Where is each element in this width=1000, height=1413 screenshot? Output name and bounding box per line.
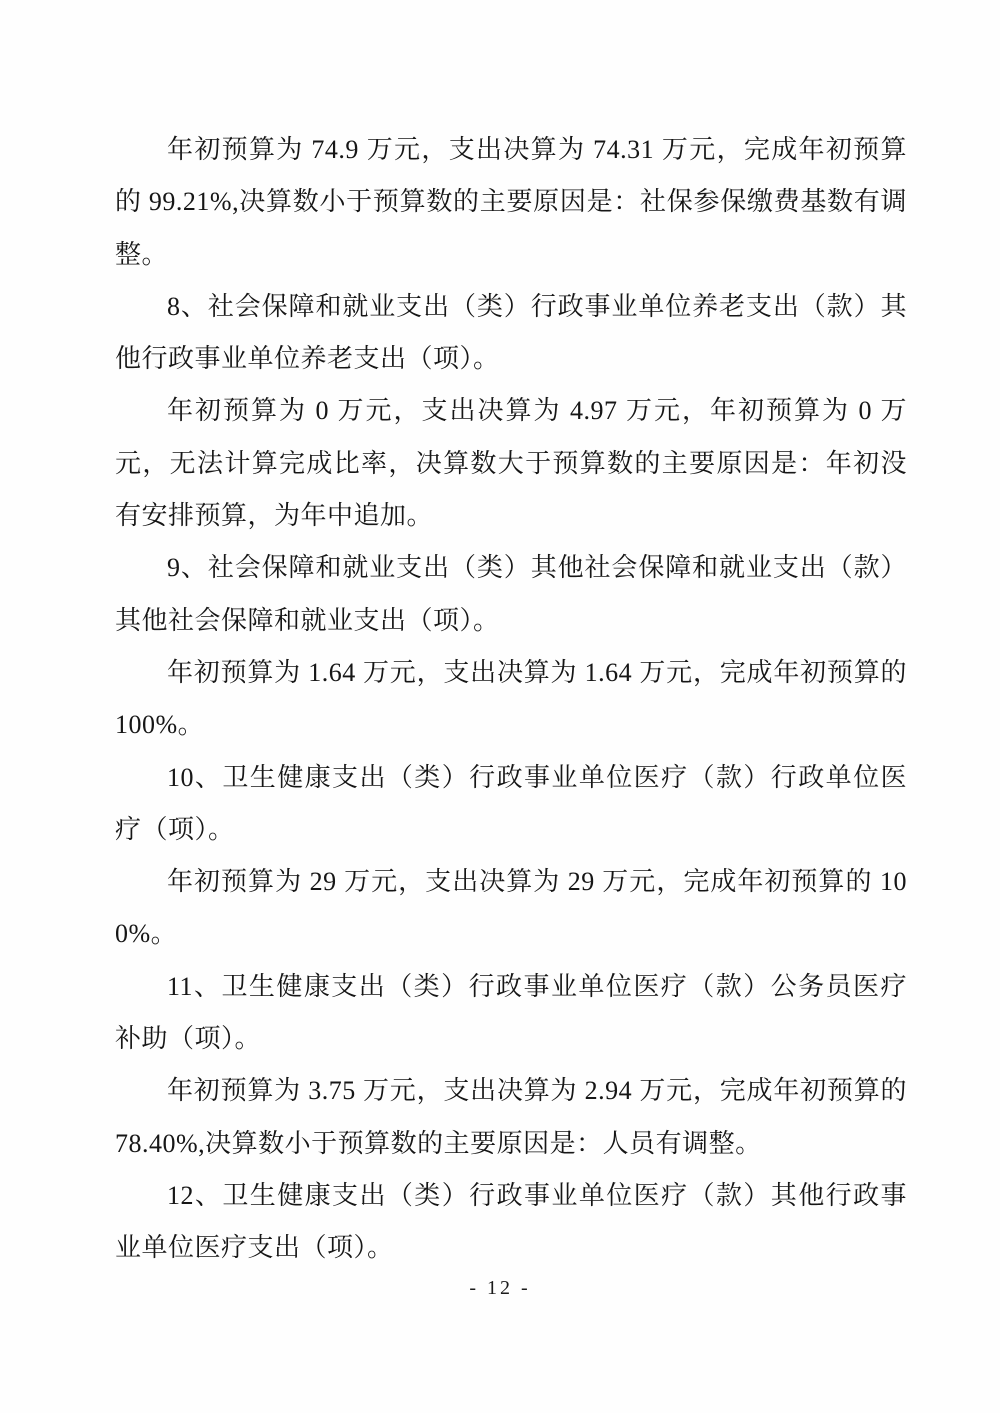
- paragraph: 年初预算为 3.75 万元，支出决算为 2.94 万元，完成年初预算的 78.40%,决算数小于预算数的主要原因是：人员有调整。: [115, 1076, 907, 1158]
- paragraph: 年初预算为 1.64 万元，支出决算为 1.64 万元，完成年初预算的 100%。: [115, 657, 907, 740]
- document-body: [115, 124, 907, 1275]
- paragraph: 11、卫生健康支出（类）行政事业单位医疗（款）公务员医疗补助（项）。: [115, 971, 907, 1054]
- paragraph: 8、社会保障和就业支出（类）行政事业单位养老支出（款）其他行政事业单位养老支出（项）。: [115, 291, 907, 374]
- paragraph: 年初预算为 74.9 万元，支出决算为 74.31 万元，完成年初预算的 99.21%,决算数小于预算数的主要原因是：社保参保缴费基数有调整。: [115, 135, 907, 269]
- paragraph: 9、社会保障和就业支出（类）其他社会保障和就业支出（款）其他社会保障和就业支出（项）。: [115, 553, 907, 635]
- paragraph: 12、卫生健康支出（类）行政事业单位医疗（款）其他行政事业单位医疗支出（项）。: [115, 1180, 907, 1263]
- paragraph: 年初预算为 29 万元，支出决算为 29 万元，完成年初预算的 100%。: [115, 867, 907, 949]
- page-number: - 12 -: [469, 1277, 531, 1299]
- paragraph: 10、卫生健康支出（类）行政事业单位医疗（款）行政单位医疗（项）。: [115, 762, 907, 844]
- paragraph: 年初预算为 0 万元，支出决算为 4.97 万元，年初预算为 0 万元，无法计算完成比率，决算数大于预算数的主要原因是：年初没有安排预算，为年中追加。: [115, 396, 907, 531]
